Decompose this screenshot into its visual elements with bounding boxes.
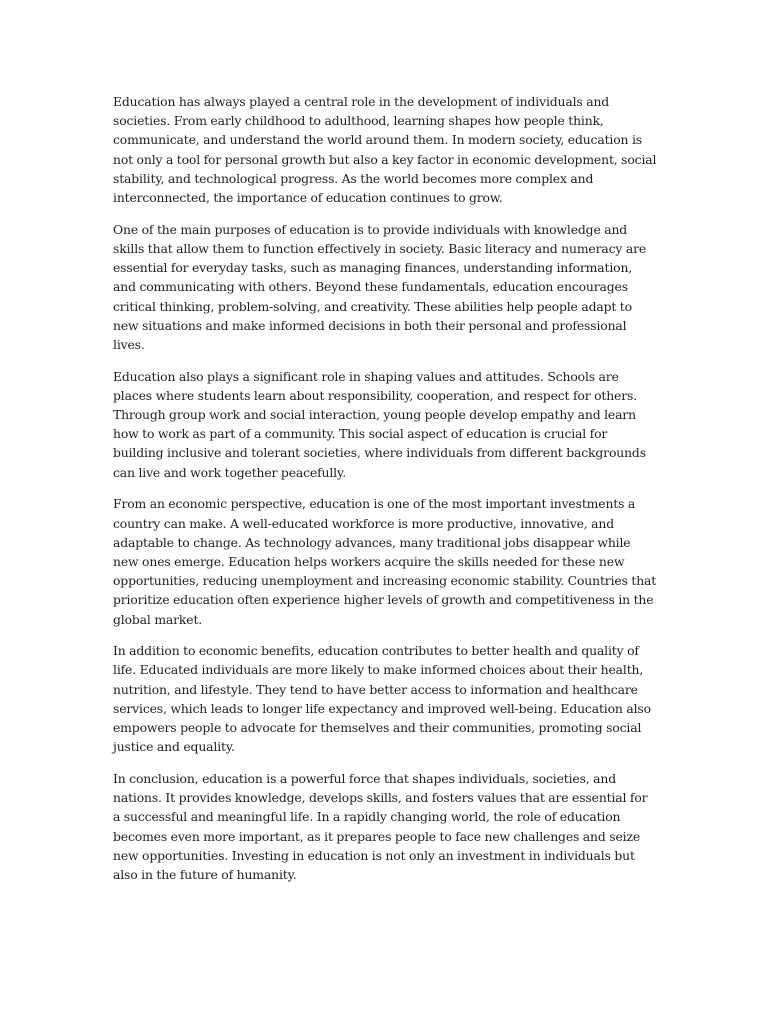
paragraph-economic: From an economic perspective, education is one of the most important investments a country can make. A well-educated workforce is more productive, innovative, and adaptable to change. As technology advances, many traditional jobs disappear while new ones emerge. Education helps workers acquire the skills needed for these new opportunities, reducing unemployment and increasing economic stability. Countries that prioritize education often experience higher levels of growth and competitiveness in the global market. bbox=[113, 496, 657, 627]
paragraph-conclusion: In conclusion, education is a powerful force that shapes individuals, societies, and nations. It provides knowledge, develops skills, and fosters values that are essential for a successful and meaningful life. In a rapidly changing world, the role of education becomes even more important, as it prepares people to face new challenges and seize new opportunities. Investing in education is not only an investment in individuals but also in the future of humanity. bbox=[113, 771, 648, 883]
document-body bbox=[113, 92, 658, 884]
paragraph-values: Education also plays a significant role in shaping values and attitudes. Schools are places where students learn about responsibility, cooperation, and respect for others. Through group work and social interaction, young people develop empathy and learn how to work as part of a community. This social aspect of education is crucial for building inclusive and tolerant societies, where individuals from different backgrounds can live and work together peacefully. bbox=[113, 368, 646, 480]
paragraph-health: In addition to economic benefits, education contributes to better health and quality of life. Educated individuals are more likely to make informed choices about their health, nutrition, and lifestyle. They tend to have better access to information and healthcare services, which leads to longer life expectancy and improved well-being. Education also empowers people to advocate for themselves and their communities, promoting social justice and equality. bbox=[113, 643, 651, 755]
paragraph-introduction: Education has always played a central role in the development of individuals and societies. From early childhood to adulthood, learning shapes how people think, communicate, and understand the world around them. In modern society, education is not only a tool for personal growth but also a key factor in economic development, social stability, and technological progress. As the world becomes more complex and interconnected, the importance of education continues to grow. bbox=[113, 94, 657, 206]
paragraph-purposes: One of the main purposes of education is to provide individuals with knowledge and skills that allow them to function effectively in society. Basic literacy and numeracy are essential for everyday tasks, such as managing finances, understanding information, and communicating with others. Beyond these fundamentals, education encourages critical thinking, problem-solving, and creativity. These abilities help people adapt to new situations and make informed decisions in both their personal and professional lives. bbox=[113, 221, 647, 352]
